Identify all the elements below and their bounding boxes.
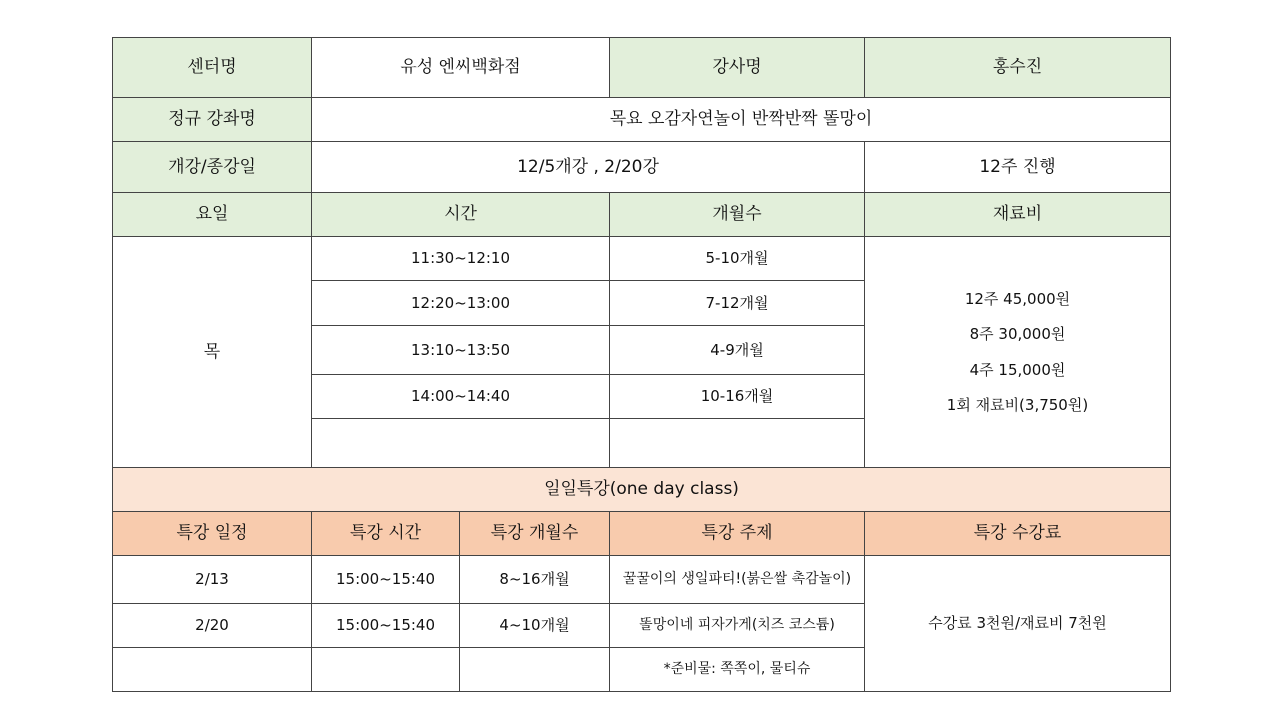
age-row-1: 5-10개월: [609, 236, 865, 281]
fee-per-session: 1회 재료비(3,750원): [946, 395, 1089, 414]
age-row-3: 4-9개월: [609, 325, 865, 375]
special-header-time: 특강 시간: [311, 511, 460, 556]
special-age-empty: [459, 647, 610, 692]
time-row-empty: [311, 418, 610, 468]
special-date-2: 2/20: [112, 603, 312, 648]
fee-12-weeks: 12주 45,000원: [964, 290, 1071, 308]
special-supplies: *준비물: 쪽쪽이, 물티슈: [609, 647, 865, 692]
special-header-age: 특강 개월수: [459, 511, 610, 556]
fee-4-weeks: 4주 15,000원: [969, 360, 1066, 379]
header-time: 시간: [311, 192, 610, 237]
center-label: 센터명: [112, 37, 312, 98]
header-fee: 재료비: [864, 192, 1171, 237]
special-header-topic: 특강 주제: [609, 511, 865, 556]
instructor-value: 홍수진: [864, 37, 1171, 98]
special-time-1: 15:00~15:40: [311, 555, 460, 604]
instructor-label: 강사명: [609, 37, 865, 98]
fee-8-weeks: 8주 30,000원: [969, 325, 1066, 344]
center-value: 유성 엔씨백화점: [311, 37, 610, 98]
age-row-4: 10-16개월: [609, 374, 865, 419]
special-fee: 수강료 3천원/재료비 7천원: [864, 555, 1171, 692]
header-age: 개월수: [609, 192, 865, 237]
day-value: 목: [112, 236, 312, 468]
period-label: 개강/종강일: [112, 141, 312, 193]
age-row-empty: [609, 418, 865, 468]
special-date-empty: [112, 647, 312, 692]
special-date-1: 2/13: [112, 555, 312, 604]
time-row-1: 11:30~12:10: [311, 236, 610, 281]
special-time-empty: [311, 647, 460, 692]
special-age-2: 4~10개월: [459, 603, 610, 648]
special-topic-1: 꿀꿀이의 생일파티!(붉은쌀 촉감놀이): [609, 555, 865, 604]
header-day: 요일: [112, 192, 312, 237]
age-row-2: 7-12개월: [609, 280, 865, 326]
time-row-3: 13:10~13:50: [311, 325, 610, 375]
period-weeks: 12주 진행: [864, 141, 1171, 193]
special-topic-2: 똘망이네 피자가게(치즈 코스튬): [609, 603, 865, 648]
special-header-date: 특강 일정: [112, 511, 312, 556]
special-header-fee: 특강 수강료: [864, 511, 1171, 556]
special-time-2: 15:00~15:40: [311, 603, 460, 648]
time-row-4: 14:00~14:40: [311, 374, 610, 419]
fee-list: [864, 236, 1171, 468]
time-row-2: 12:20~13:00: [311, 280, 610, 326]
special-title: 일일특강(one day class): [112, 467, 1171, 512]
special-age-1: 8~16개월: [459, 555, 610, 604]
course-label: 정규 강좌명: [112, 97, 312, 142]
period-value: 12/5개강 , 2/20강: [311, 141, 865, 193]
course-value: 목요 오감자연놀이 반짝반짝 똘망이: [311, 97, 1171, 142]
